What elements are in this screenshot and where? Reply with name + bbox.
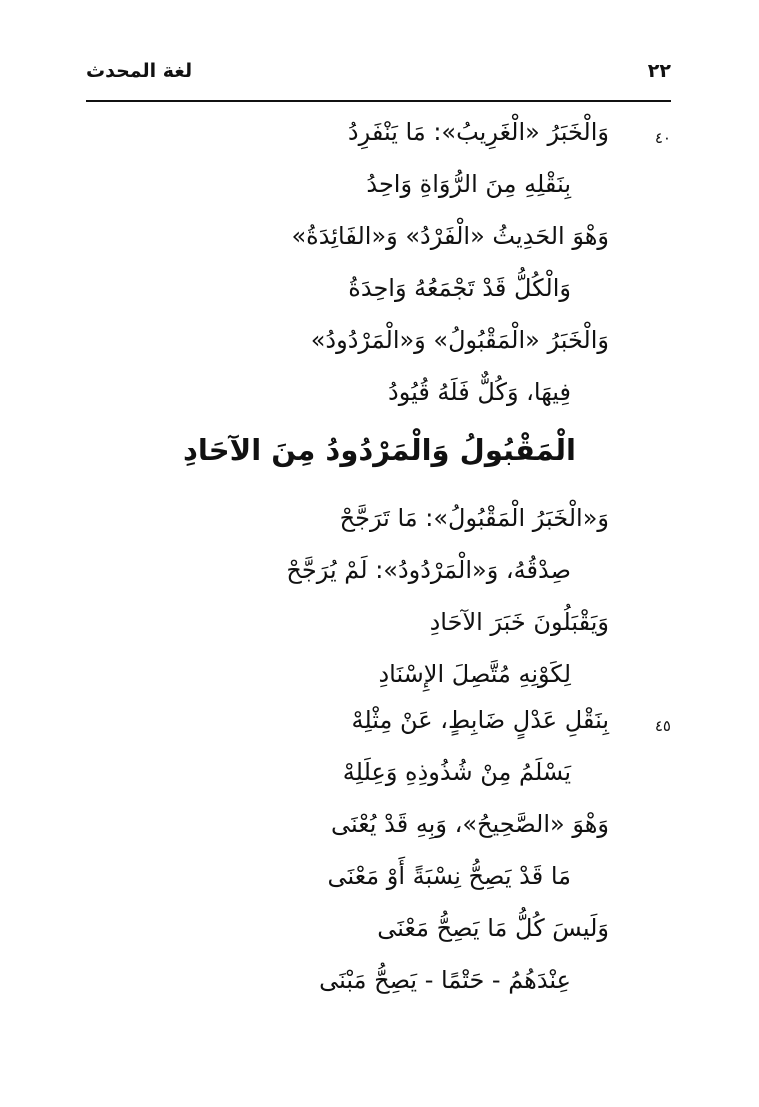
verse-line: وَيَقْبَلُونَ خَبَرَ الآحَادِ (429, 608, 609, 636)
verse-line: وَ«الْخَبَرُ الْمَقْبُولُ»: مَا تَرَجَّحْ (339, 504, 609, 532)
verse-line: وَهْوَ الحَدِيثُ «الْفَرْدُ» وَ«الفَائِدَةُ» (291, 222, 609, 250)
verse-line: فِيهَا، وَكُلٌّ فَلَهُ قُيُودُ (388, 378, 571, 406)
running-title: لغة المحدث (86, 60, 193, 82)
verse-number-40: ٤٠ (654, 129, 671, 147)
header-divider (86, 100, 671, 102)
verse-number-45: ٤٥ (654, 717, 671, 735)
section-heading: الْمَقْبُولُ وَالْمَرْدُودُ مِنَ الآحَادِ (182, 433, 576, 467)
page-number: ٢٢ (647, 60, 671, 82)
verse-line: صِدْقُهُ، وَ«الْمَرْدُودُ»: لَمْ يُرَجَّحْ (286, 556, 571, 584)
verse-line: وَالْخَبَرُ «الْغَرِيبُ»: مَا يَنْفَرِدُ (347, 118, 609, 146)
verse-line: وَالْكُلُّ قَدْ تَجْمَعُهُ وَاحِدَةُ (348, 274, 571, 302)
verse-line: بِنَقْلِ عَدْلٍ ضَابِطٍ، عَنْ مِثْلِهْ (351, 706, 609, 734)
verse-line: وَلَيسَ كُلُّ مَا يَصِحُّ مَعْنَى (377, 914, 609, 942)
verse-line: بِنَقْلِهِ مِنَ الرُّوَاةِ وَاحِدُ (366, 170, 571, 198)
verse-line: يَسْلَمُ مِنْ شُذُوذِهِ وَعِلَلِهْ (342, 758, 571, 786)
verse-line: مَا قَدْ يَصِحُّ نِسْبَةً أَوْ مَعْنَى (327, 862, 571, 890)
verse-line: عِنْدَهُمُ - حَتْمًا - يَصِحُّ مَبْنَى (319, 966, 571, 994)
page-header (86, 58, 671, 92)
verse-line: وَالْخَبَرُ «الْمَقْبُولُ» وَ«الْمَرْدُودُ» (310, 326, 609, 354)
verse-line: لِكَوْنِهِ مُتَّصِلَ الإِسْنَادِ (378, 660, 571, 688)
verse-line: وَهْوَ «الصَّحِيحُ»، وَبِهِ قَدْ يُعْنَى (330, 810, 609, 838)
